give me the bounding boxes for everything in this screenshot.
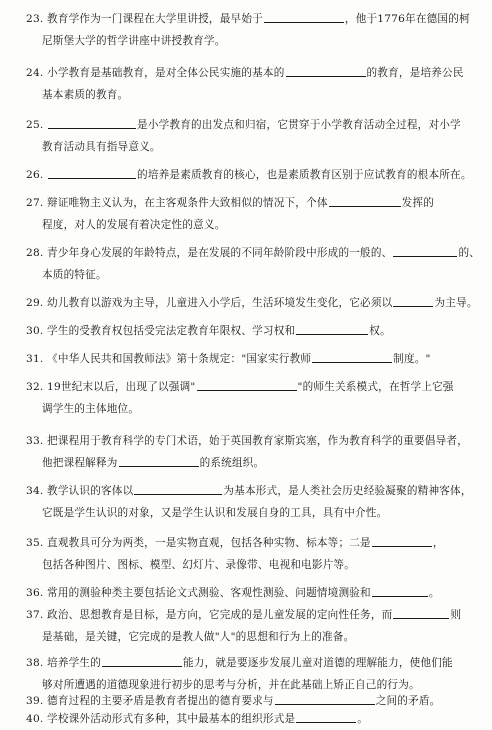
answer-blank[interactable] (296, 322, 368, 335)
question-number: 25. (26, 119, 44, 131)
answer-blank[interactable] (134, 482, 222, 495)
answer-blank[interactable] (48, 116, 136, 129)
question-37: 37. 政治、思想教育是目标，是方向，它完成的是儿童发展的定向性任务，而 则 是基础，是关键，它完成的是教人做"人"的思想和行为上的准备。 (26, 604, 474, 648)
question-number: 29. (26, 297, 44, 309)
question-32: 32. 19世纪末以后，出现了以强调" "的师生关系模式，在哲学上它强 调学生的主体地位。 (26, 376, 474, 420)
question-30: 30. 学生的受教育权包括受完法定教育年限权、学习权和 权。 (26, 320, 474, 342)
question-number: 27. (26, 197, 44, 209)
question-number: 39. (26, 695, 44, 707)
question-26: 26. 的培养是素质教育的核心，也是素质教育区别于应试教育的根本所在。 (26, 164, 474, 186)
answer-blank[interactable] (312, 350, 392, 363)
question-29: 29. 幼儿教育以游戏为主导，儿童进入小学后，生活环境发生变化，它必须以 为主导。 (26, 292, 474, 314)
question-number: 36. (26, 587, 44, 599)
answer-blank[interactable] (275, 692, 375, 705)
question-number: 30. (26, 325, 44, 337)
answer-blank[interactable] (372, 534, 432, 547)
question-28: 28. 青少年身心发展的年龄特点，是在发展的不同年龄阶段中形成的一般的、 的、 本质的特征。 (26, 242, 474, 286)
answer-blank[interactable] (393, 244, 457, 257)
question-number: 38. (26, 657, 44, 669)
question-number: 28. (26, 247, 44, 259)
question-24: 24. 小学教育是基础教育，是对全体公民实施的基本的 的教育，是培养公民 基本素质的教育。 (26, 62, 474, 106)
question-34: 34. 教学认识的客体以 为基本形式，是人类社会历史经验凝聚的精神客体， 它既是学生认识的对象，又是学生认识和发展自身的工具，具有中介性。 (26, 480, 474, 524)
question-number: 23. (26, 13, 44, 25)
question-38: 38. 培养学生的 能力，就是要逐步发展儿童对道德的理解能力，使他们能 够对所遭遇的道德现象进行初步的思考与分析，并在此基础上矫正自己的行为。 (26, 652, 474, 696)
answer-blank[interactable] (393, 606, 449, 619)
answer-blank[interactable] (372, 584, 428, 597)
answer-blank[interactable] (264, 10, 344, 23)
question-number: 33. (26, 435, 44, 447)
question-27: 27. 辩证唯物主义认为，在主客观条件大致相似的情况下，个体 发挥的 程度，对人的发展有着决定性的意义。 (26, 192, 474, 236)
question-number: 40. (26, 713, 44, 725)
answer-blank[interactable] (102, 654, 182, 667)
answer-blank[interactable] (197, 378, 297, 391)
answer-blank[interactable] (296, 710, 356, 723)
question-number: 32. (26, 381, 44, 393)
question-40: 40. 学校课外活动形式有多种，其中最基本的组织形式是 。 (26, 708, 474, 730)
question-31: 31. 《中华人民共和国教师法》第十条规定："国家实行教师 制度。" (26, 348, 474, 370)
question-number: 34. (26, 485, 44, 497)
question-23: 23. 教育学作为一门课程在大学里讲授，最早始于 ，他于1776年在德国的柯 尼斯堡大学的哲学讲座中讲授教育学。 (26, 8, 474, 52)
question-39: 39. 德育过程的主要矛盾是教育者提出的德育要求与 之间的矛盾。 (26, 690, 474, 712)
question-number: 24. (26, 67, 44, 79)
answer-blank[interactable] (119, 454, 199, 467)
question-number: 26. (26, 169, 44, 181)
answer-blank[interactable] (286, 64, 366, 77)
question-33: 33. 把课程用于教育科学的专门术语，始于英国教育家斯宾塞，作为教育科学的重要倡导者， 他把课程解释为 的系统组织。 (26, 430, 474, 474)
question-number: 37. (26, 609, 44, 621)
answer-blank[interactable] (329, 194, 401, 207)
question-35: 35. 直观教具可分为两类，一是实物直观，包括各种实物、标本等；二是 ， 包括各种图片、图标、模型、幻灯片、录像带、电视和电影片等。 (26, 532, 474, 576)
answer-blank[interactable] (393, 294, 433, 307)
question-25: 25. 是小学教育的出发点和归宿，它贯穿于小学教育活动全过程，对小学 教育活动具有指导意义。 (26, 114, 474, 158)
question-number: 35. (26, 537, 44, 549)
question-36: 36. 常用的测验种类主要包括论文式测验、客观性测验、问题情境测验和 。 (26, 582, 474, 604)
answer-blank[interactable] (48, 166, 136, 179)
question-number: 31. (26, 353, 44, 365)
